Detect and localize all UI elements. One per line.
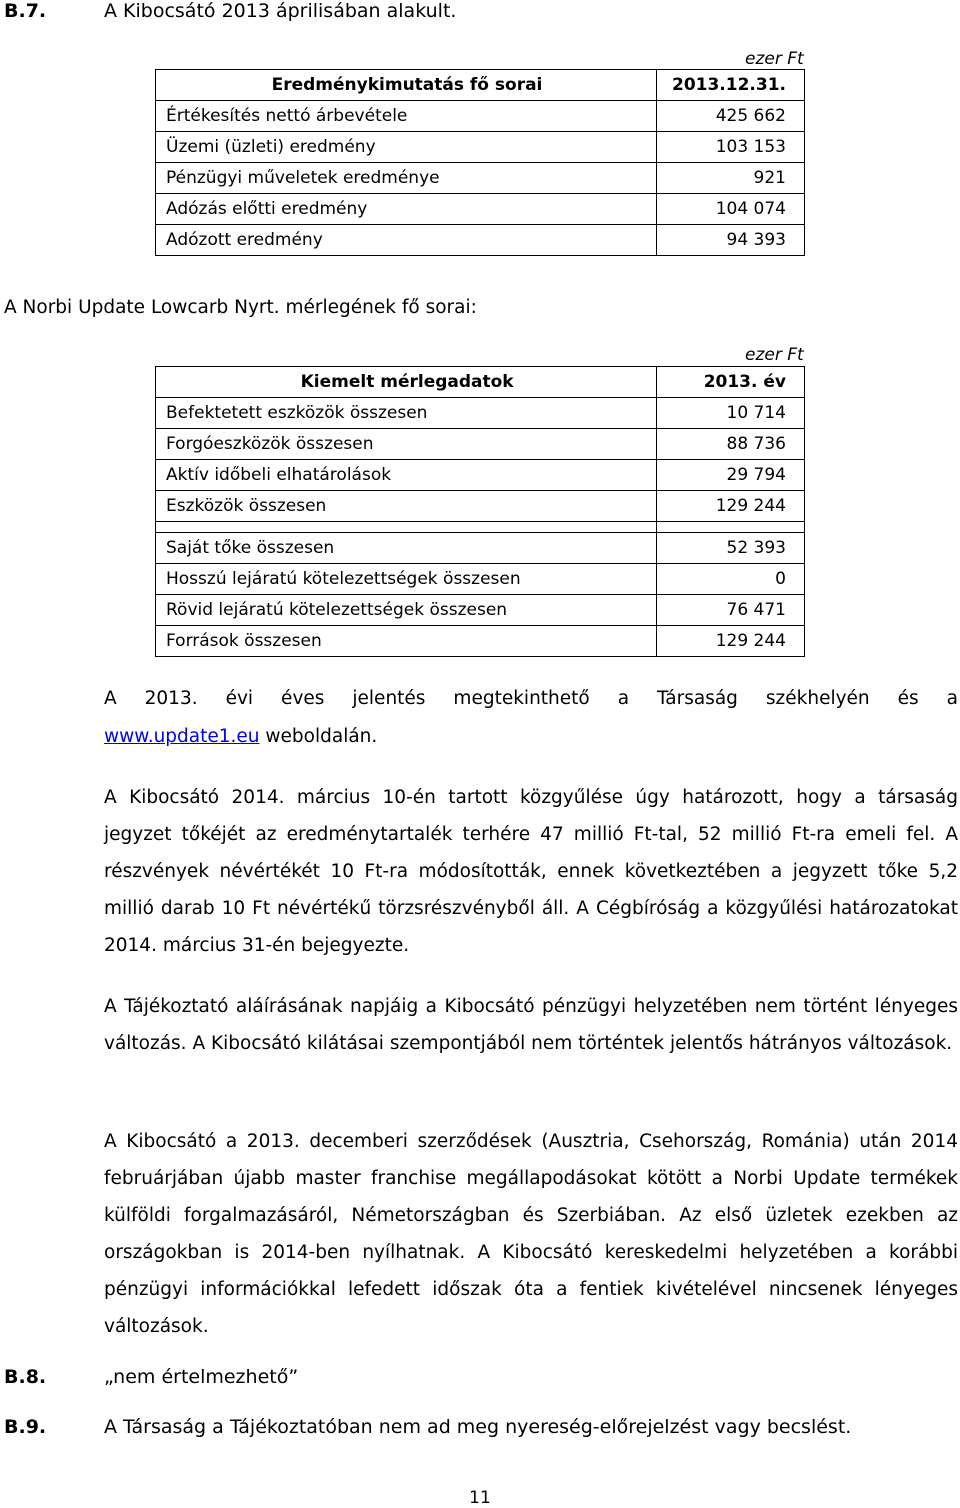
section-text-b8: „nem értelmezhető” (104, 1366, 299, 1388)
table-header-period: 2013. év (657, 367, 805, 398)
table-row (156, 398, 805, 429)
page-number: 11 (469, 1488, 491, 1508)
table-row (156, 491, 805, 522)
row-value: 29 794 (657, 460, 805, 491)
row-label: Értékesítés nettó árbevétele (156, 101, 657, 132)
row-label: Forgóeszközök összesen (156, 429, 657, 460)
row-value: 129 244 (657, 626, 805, 657)
row-label: Rövid lejáratú kötelezettségek összesen (156, 595, 657, 626)
row-value: 88 736 (657, 429, 805, 460)
table-row (156, 533, 805, 564)
table-header-row (156, 70, 805, 101)
row-value: 0 (657, 564, 805, 595)
report-text-after: weboldalán. (259, 726, 378, 747)
table-row (156, 101, 805, 132)
row-value: 104 074 (657, 194, 805, 225)
section-number-b7: B.7. (4, 0, 47, 22)
table-row (156, 460, 805, 491)
row-label: Üzemi (üzleti) eredmény (156, 132, 657, 163)
table-row (156, 429, 805, 460)
table1-unit: ezer Ft (745, 49, 804, 69)
table-header-row (156, 367, 805, 398)
row-value: 425 662 (657, 101, 805, 132)
table-row (156, 194, 805, 225)
table-header-label: Kiemelt mérlegadatok (156, 367, 657, 398)
row-label: Adózott eredmény (156, 225, 657, 256)
table-row (156, 595, 805, 626)
paragraph-no-change: A Tájékoztató aláírásának napjáig a Kibocsátó pénzügyi helyzetében nem történt lényeges változás. A Kibocsátó kilátásai szempontjából nem történtek jelentős hátrányos változások. (104, 996, 958, 1054)
row-value: 10 714 (657, 398, 805, 429)
section-number-b9: B.9. (4, 1416, 47, 1438)
row-label: Saját tőke összesen (156, 533, 657, 564)
table-row (156, 225, 805, 256)
table-row (156, 132, 805, 163)
website-link[interactable]: www.update1.eu (104, 726, 260, 747)
row-value: 103 153 (657, 132, 805, 163)
report-line-1: A 2013. évi éves jelentés megtekinthető a Társaság székhelyén és a (104, 688, 958, 709)
row-label: Befektetett eszközök összesen (156, 398, 657, 429)
report-line-2 (104, 718, 958, 755)
row-value: 76 471 (657, 595, 805, 626)
table2-unit: ezer Ft (745, 345, 804, 365)
section-text-b9: A Társaság a Tájékoztatóban nem ad meg nyereség-előrejelzést vagy becslést. (104, 1416, 852, 1438)
section-number-b8: B.8. (4, 1366, 47, 1388)
table-row (156, 626, 805, 657)
table-row (156, 163, 805, 194)
table-header-label: Eredménykimutatás fő sorai (156, 70, 657, 101)
table-row (156, 564, 805, 595)
row-label: Hosszú lejáratú kötelezettségek összesen (156, 564, 657, 595)
balance-intro: A Norbi Update Lowcarb Nyrt. mérlegének fő sorai: (4, 297, 477, 318)
row-label: Források összesen (156, 626, 657, 657)
row-value: 921 (657, 163, 805, 194)
balance-sheet-table (155, 366, 805, 657)
row-label: Pénzügyi műveletek eredménye (156, 163, 657, 194)
row-label: Aktív időbeli elhatárolások (156, 460, 657, 491)
income-statement-table (155, 69, 805, 256)
row-value: 94 393 (657, 225, 805, 256)
paragraph-capital: A Kibocsátó 2014. március 10-én tartott közgyűlése úgy határozott, hogy a társaság jegyzet tőkéjét az eredménytartalék terhére 47 millió Ft-tal, 52 millió Ft-ra emeli fel. A részvények névértékét 10 Ft-ra módosították, ennek következtében a jegyzett tőke 5,2 millió darab 10 Ft névértékű törzsrészvényből áll. A Cégbíróság a közgyűlési határozatokat 2014. március 31-én bejegyezte. (104, 787, 958, 956)
row-label: Eszközök összesen (156, 491, 657, 522)
table-spacer-row (156, 522, 805, 533)
row-value: 52 393 (657, 533, 805, 564)
row-label: Adózás előtti eredmény (156, 194, 657, 225)
table-header-period: 2013.12.31. (657, 70, 805, 101)
section-title-b7: A Kibocsátó 2013 áprilisában alakult. (104, 0, 457, 22)
row-value: 129 244 (657, 491, 805, 522)
paragraph-franchise: A Kibocsátó a 2013. decemberi szerződések (Ausztria, Csehország, Románia) után 2014 februárjában újabb master franchise megállapodásokat kötött a Norbi Update termékek külföldi forgalmazásáról, Németországban és Szerbiában. Az első üzletek ezekben az országokban is 2014-ben nyílhatnak. A Kibocsátó kereskedelmi helyzetében a korábbi pénzügyi információkkal lefedett időszak óta a fentiek kivételével nincsenek lényeges változások. (104, 1131, 958, 1337)
